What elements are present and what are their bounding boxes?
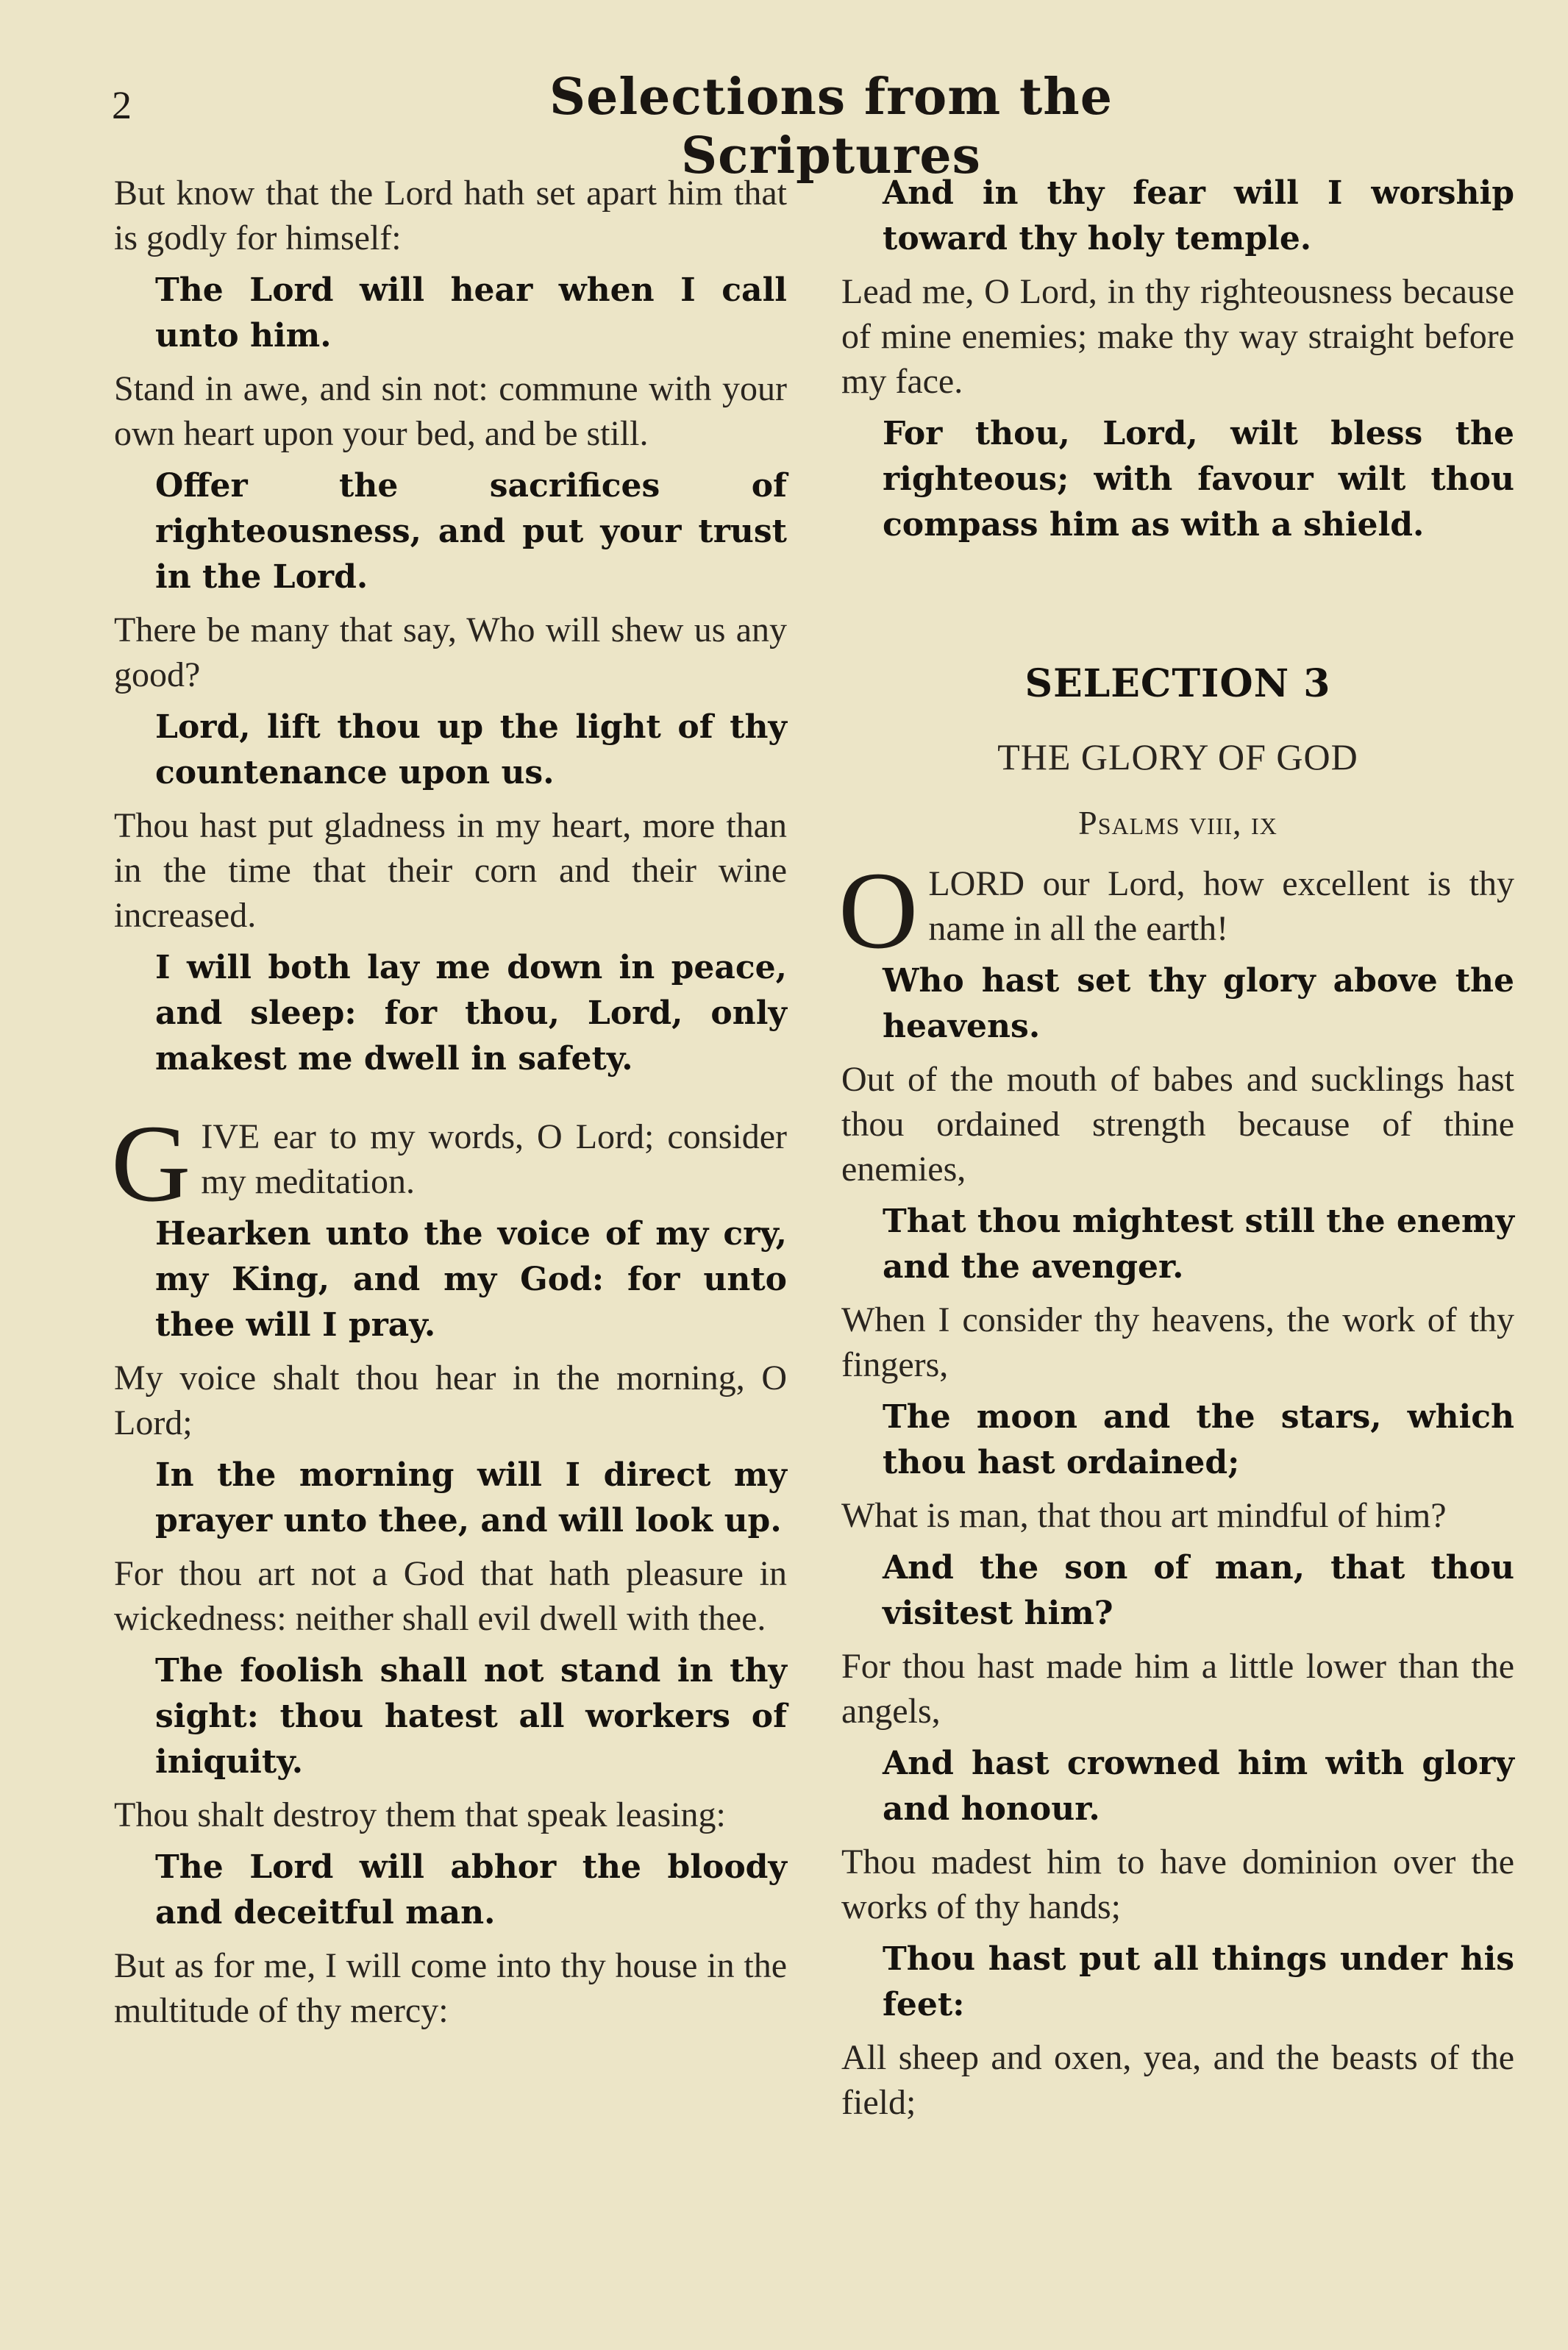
running-title: Selections from the Scriptures [549, 68, 1113, 185]
verse-reader: Thou hast put gladness in my heart, more than in the time that their corn and their wine increased. [114, 806, 787, 935]
right-column [838, 171, 1514, 2132]
verse-reader: What is man, that thou art mindful of him? [841, 1496, 1447, 1535]
verse-reader: My voice shalt thou hear in the morning, O Lord; [114, 1359, 787, 1442]
verse-response: The Lord will hear when I call unto him. [155, 271, 787, 355]
verse-response: The foolish shall not stand in thy sight: thou hatest all workers of iniquity. [155, 1652, 787, 1781]
verse-response: Lord, lift thou up the light of thy countenance upon us. [155, 708, 787, 791]
page-header [0, 65, 1568, 185]
verse-response: For thou, Lord, wilt bless the righteous; with favour wilt thou compass him as with a shield. [883, 415, 1514, 544]
psalm-paragraph [111, 1103, 787, 1225]
verse-response: And hast crowned him with glory and honour. [883, 1745, 1514, 1828]
verse-response: Who hast set thy glory above the heavens. [883, 962, 1514, 1045]
verse-response: The Lord will abhor the bloody and deceitful man. [155, 1848, 787, 1931]
verse-reader: Stand in awe, and sin not: commune with your own heart upon your bed, and be still. [114, 369, 787, 453]
verse-reader: There be many that say, Who will shew us any good? [114, 610, 787, 694]
drop-cap: O [838, 850, 919, 972]
verse-reader: But as for me, I will come into thy house in the multitude of thy mercy: [114, 1946, 787, 2030]
selection-title: THE GLORY OF GOD [997, 736, 1358, 777]
verse-reader: IVE ear to my words, O Lord; consider my meditation. [201, 1117, 787, 1201]
verse-reader: Thou madest him to have dominion over the works of thy hands; [841, 1842, 1514, 1926]
paragraph-gap [114, 1089, 787, 1114]
verse-response: The moon and the stars, which thou hast ordained; [883, 1398, 1514, 1481]
verse-reader: But know that the Lord hath set apart him that is godly for himself: [114, 174, 787, 257]
selection-heading: SELECTION 3 [1024, 661, 1331, 706]
verse-reader: All sheep and oxen, yea, and the beasts of the field; [841, 2038, 1514, 2122]
verse-reader: For thou hast made him a little lower than the angels, [841, 1647, 1514, 1731]
left-column [111, 171, 787, 2040]
verse-response: In the morning will I direct my prayer unto thee, and will look up. [155, 1456, 787, 1539]
verse-response: And in thy fear will I worship toward thy holy temple. [883, 174, 1514, 257]
verse-reader: When I consider thy heavens, the work of thy fingers, [841, 1300, 1514, 1384]
verse-reader: For thou art not a God that hath pleasure in wickedness: neither shall evil dwell with thee. [114, 1554, 787, 1638]
page-number: 2 [112, 83, 132, 127]
drop-cap: G [111, 1103, 191, 1225]
verse-response: And the son of man, that thou visitest him? [883, 1549, 1514, 1632]
verse-reader: Thou shalt destroy them that speak leasing: [114, 1795, 726, 1834]
verse-response: I will both lay me down in peace, and sleep: for thou, Lord, only makest me dwell in safety. [155, 949, 787, 1078]
psalm-paragraph [838, 850, 1514, 972]
verse-response: Thou hast put all things under his feet: [883, 1940, 1514, 2023]
verse-response: That thou mightest still the enemy and the avenger. [883, 1203, 1514, 1286]
verse-reader: Out of the mouth of babes and sucklings hast thou ordained strength because of thine enemies, [841, 1060, 1514, 1189]
verse-reader: Lead me, O Lord, in thy righteousness because of mine enemies; make thy way straight before my face. [841, 272, 1514, 401]
verse-response: Hearken unto the voice of my cry, my King, and my God: for unto thee will I pray. [155, 1215, 787, 1344]
verse-response: Offer the sacrifices of righteousness, and put your trust in the Lord. [155, 467, 787, 596]
selection-reference: Psalms viii, ix [1078, 804, 1277, 841]
verse-reader: LORD our Lord, how excellent is thy name in all the earth! [928, 864, 1514, 948]
